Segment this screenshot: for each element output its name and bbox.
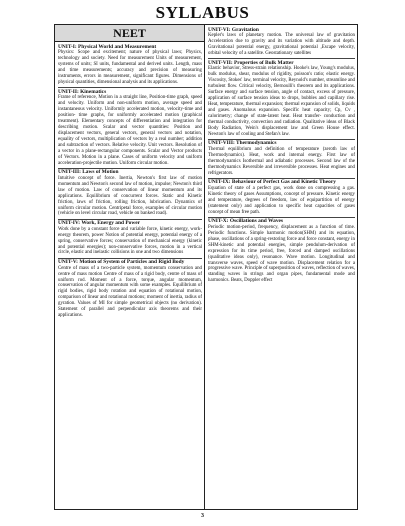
unit-heading: UNIT-VIII: Thermodynamics [208, 139, 355, 147]
page-number: 3 [201, 513, 204, 519]
unit-body: Work done by a constant force and variable force, kinetic energy, work-energy theorem, power Notion of potential energy, potential energy of a spring, conservative forces; conservation of mechanical energy (kinetic and potential energies); non-conservative forces, motion in a vertical circle, elastic and inelastic collisions in one and two dimensions [58, 226, 202, 256]
unit-body: Equation of state of a perfect gas, work done on compressing a gas. Kinetic theory of gases Assumptions, concept of pressure. Kinetic energy and temperature, degrees of freedom, law of equipartition of energy (statement only) and application to specific heat capacities of gases concept of mean free path. [208, 185, 355, 215]
unit-body: Intuitive concept of force. Inertia, Newton's first law of motion momentum and Newton's second law of motion, impulse; Newton's third law of motion. Law of conservation of linear momentum and its applications. Equilibrium of concurrent forces. Static and Kinetic friction, laws of friction, rolling friction, lubrication. Dynamics of uniform circular motion. Centripetal force, examples of circular motion (vehicle on level circular road, vehicle on banked road). [58, 175, 202, 217]
syllabus-box [54, 24, 358, 510]
unit-heading: UNIT-II: Kinematics [58, 87, 202, 95]
unit-heading: UNIT-III: Laws of Motion [58, 168, 202, 176]
right-column [205, 25, 357, 509]
unit-body: Kepler's laws of planetary motion. The universal law of gravitation Acceleration due to gravity and its variation with altitude and depth. Gravitational potential energy, gravitational potential ,Escape velocity, orbital velocity of a satellite. Geostationary satellites [208, 33, 355, 57]
unit-heading: UNIT-X: Oscillations and Waves [208, 217, 355, 225]
unit-body: Physics: Scope and excitement; nature of physical laws; Physics, technology and society. Need for measurement Units of measurement, systems of units; SI units, fundamental and derived units. Length, mass and time measurements; accuracy and precision of measuring instruments, errors in measurement, significant figures. Dimensions of physical quantities, dimensional analysis and its applications. [58, 50, 202, 85]
unit-body: Periodic motion-period, frequency, displacement as a function of time. Periodic functions. Simple harmonic motion(SHM) and its equation, phase, oscillations of a spring-restoring force and force constant, energy in SHM-kinetic and potential energies, simple pendulum-derivation of expression for its time period, free, forced and damped oscillations (qualitative ideas only), resonance. Wave motion. Longitudinal and transverse waves, speed of wave motion. Displacement relation for a progressive wave. Principle of superposition of waves, reflection of waves, standing waves in strings and organ pipes, fundamental mode and harmonics. Beats, Doppler effect [208, 224, 355, 284]
page-title: SYLLABUS [155, 3, 250, 22]
left-column [55, 25, 205, 509]
unit-heading: UNIT-V: Motion of System of Particles and Rigid Body [58, 258, 202, 266]
unit-body: Centre of mass of a two-particle system, momentum conservation and centre of mass motion Centre of mass of a rigid body, centre of mass of uniform rod. Moment of a force, torque, angular momentum, conservation of angular momentum with some examples. Equilibrium of rigid bodies, rigid body rotation and equation of rotational motion, comparison of linear and rotational motions; moment of inertia, radius of gyration. Values of MI for simple geometrical objects (no derivation). Statement of parallel and perpendicular axis theorems and their applications. [58, 265, 202, 319]
unit-heading: UNIT-I: Physical World and Measurement [58, 43, 157, 50]
unit-heading: UNIT-VII: Properties of Bulk Matter [208, 58, 355, 66]
unit-heading: UNIT-VI: Gravitation [208, 26, 259, 33]
unit-body: Frame of reference, Motion in a straight line, Position-time graph, speed and velocity. Uniform and non-uniform motion, average speed and instantaneous velocity. Uniformly accelerated motion, velocity-time and position- time graphs, for uniformly accelerated motion (graphical treatment). Elementary concepts of differentiation and integration for describing motion. Scalar and vector quantities: Position and displacement vectors, general vectors, general vectors and notation, equality of vectors, multiplication of vectors by a real number; addition and subtraction of vectors. Relative velocity. Unit vectors. Resolution of a vector in a plane-rectangular components. Scalar and Vector products of Vectors. Motion in a plane. Cases of uniform velocity and uniform acceleration-projectile motion. Uniform circular motion. [58, 95, 202, 166]
unit-body: Thermal equilibrium and definition of temperature (zeroth law of Thermodynamics). Heat, work and internal energy. First law of thermodynamics Isothermal and adiabatic processes. Second law of the thermodynamics Reversible and irreversible processes. Heat engines and refrigerators. [208, 146, 355, 176]
unit-body: Elastic behavior, Stress-strain relationship. Hooke's law, Young's modulus, bulk modulus, shear, modulus of rigidity, poisson's ratio; elastic energy. Viscosity, Stokes' law, terminal velocity, Reynold's number, streamline and turbulent flow. Critical velocity, Bernoulli's theorem and its applications. Surface energy and surface tension, angle of contact, excess of pressure, application of surface tension ideas to drops, bubbles and capillary rise. Heat, temperature, thermal expansion; thermal expansion of solids, liquids and gases. Anomalous expansion. Specific heat capacity; Cp, Cv , calorimetry; change of state-latent heat. Heat transfer- conduction and thermal conductivity, convection and radiation. Qualitative ideas of Black Body Radiation, Wein's displacement law and Green House effect. Newton's law of cooling and Stefan's law. [208, 66, 355, 137]
unit-heading: UNIT-IX: Behaviour of Perfect Gas and Kinetic Theory [208, 178, 355, 186]
unit-heading: UNIT-IV: Work, Energy and Power [58, 219, 202, 227]
neet-header: NEET [55, 25, 204, 42]
